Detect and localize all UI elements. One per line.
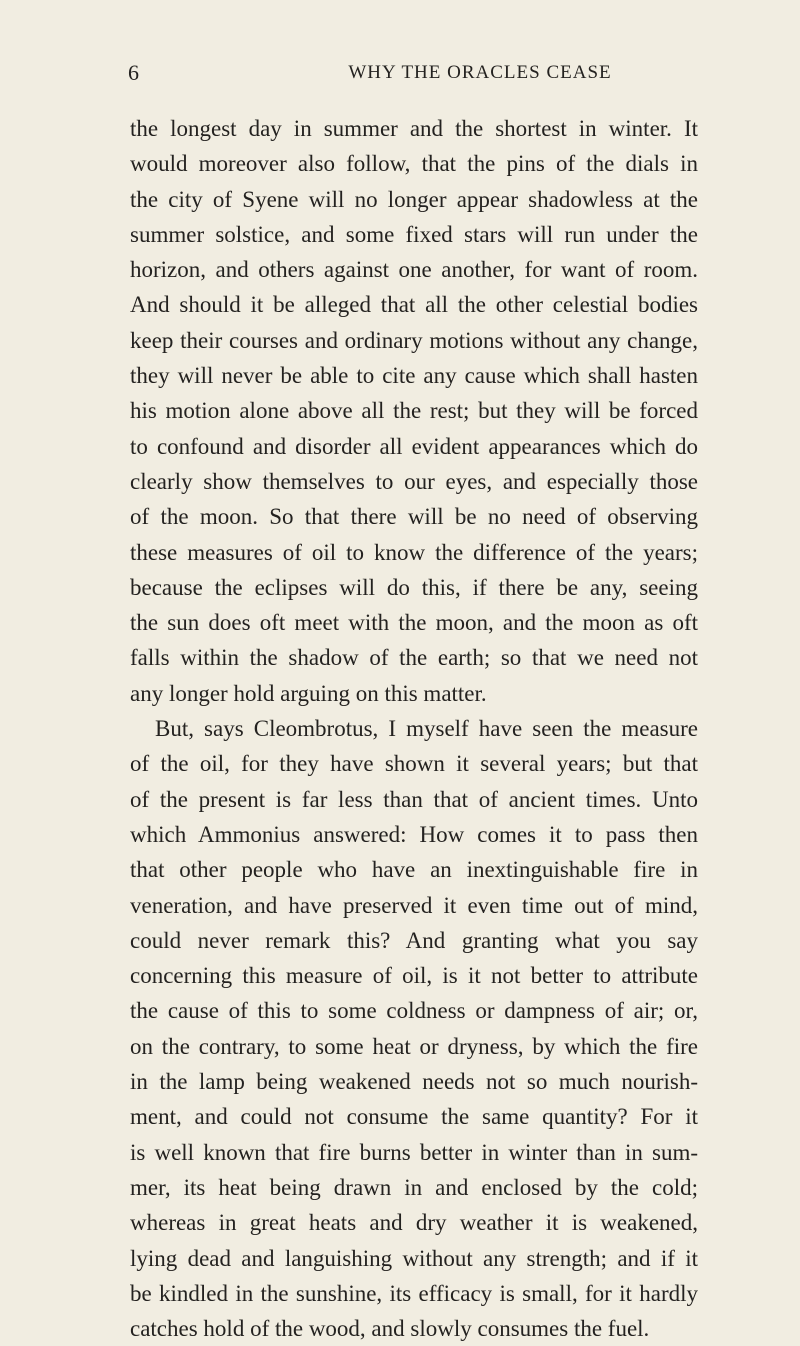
running-title: WHY THE ORACLES CEASE: [348, 62, 612, 83]
text-line: veneration, and have preserved it even time out of mind,: [130, 892, 698, 918]
text-line: would moreover also follow, that the pins of the dials in: [130, 151, 698, 177]
text-line: to confound and disorder all evident appearances which do: [130, 433, 698, 459]
text-line: which Ammonius answered: How comes it to pass then: [130, 821, 698, 847]
text-line: any longer hold arguing on this matter.: [130, 680, 487, 706]
text-line: lying dead and languishing without any strength; and if it: [130, 1245, 698, 1271]
text-line: the city of Syene will no longer appear shadowless at the: [130, 186, 698, 212]
text-line: the sun does oft meet with the moon, and the moon as oft: [130, 610, 698, 636]
text-line: concerning this measure of oil, is it not better to attribute: [130, 963, 698, 989]
text-line: of the present is far less than that of ancient times. Unto: [130, 786, 698, 812]
text-line: falls within the shadow of the earth; so that we need not: [130, 645, 698, 671]
text-line: his motion alone above all the rest; but they will be forced: [130, 398, 698, 424]
text-line: of the moon. So that there will be no need of observing: [130, 504, 698, 530]
text-line: on the contrary, to some heat or dryness, by which the fire: [130, 1033, 698, 1059]
text-line: But, says Cleombrotus, I myself have seen the measure: [155, 716, 698, 742]
text-line: keep their courses and ordinary motions without any change,: [130, 327, 698, 353]
running-head: [0, 58, 800, 88]
text-line: be kindled in the sunshine, its efficacy is small, for it hardly: [130, 1280, 698, 1306]
text-line: in the lamp being weakened needs not so much nourish-: [130, 1069, 698, 1095]
page-number: 6: [128, 60, 139, 85]
text-line: clearly show themselves to our eyes, and especially those: [130, 468, 698, 494]
text-line: mer, its heat being drawn in and enclosed by the cold;: [130, 1174, 698, 1200]
text-line: the cause of this to some coldness or dampness of air; or,: [130, 998, 698, 1024]
text-line: that other people who have an inextinguishable fire in: [130, 857, 698, 883]
text-line: of the oil, for they have shown it several years; but that: [130, 751, 698, 777]
text-line: summer solstice, and some fixed stars will run under the: [130, 221, 698, 247]
text-line: because the eclipses will do this, if there be any, seeing: [130, 574, 698, 600]
text-line: whereas in great heats and dry weather it is weakened,: [130, 1210, 698, 1236]
text-line: they will never be able to cite any cause which shall hasten: [130, 363, 698, 389]
text-line: horizon, and others against one another, for want of room.: [130, 257, 698, 283]
text-line: the longest day in summer and the shortest in winter. It: [130, 116, 698, 141]
text-line: ment, and could not consume the same quantity? For it: [130, 1104, 698, 1130]
text-line: is well known that fire burns better in winter than in sum-: [130, 1139, 698, 1165]
text-line: could never remark this? And granting what you say: [130, 927, 698, 953]
body-text: [130, 111, 698, 1346]
text-line: And should it be alleged that all the other celestial bodies: [130, 292, 698, 318]
text-line: catches hold of the wood, and slowly consumes the fuel.: [130, 1316, 650, 1342]
text-line: these measures of oil to know the difference of the years;: [130, 539, 698, 565]
